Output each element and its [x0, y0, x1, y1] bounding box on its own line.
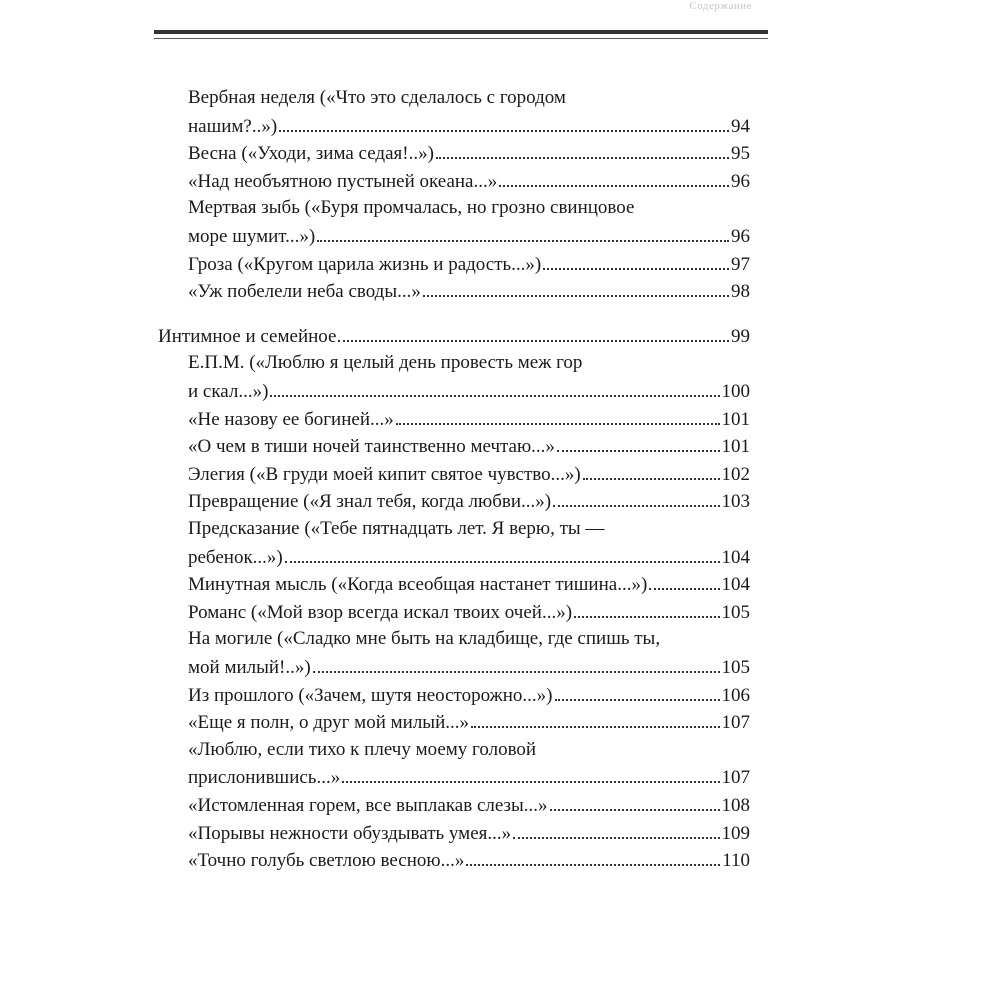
toc-entry-title: нашим?..»): [188, 116, 278, 137]
toc-entry-title-line: «Люблю, если тихо к плечу моему головой: [188, 739, 537, 760]
page-number: 110: [722, 850, 750, 871]
dot-leader: [436, 138, 729, 159]
page-number: 104: [721, 547, 750, 568]
page-number: 100: [721, 381, 750, 402]
toc-entry-row: [188, 459, 750, 489]
toc-entry-title-line: Предсказание («Тебе пятнадцать лет. Я верю, ты —: [188, 518, 605, 539]
toc-entry-row: [188, 221, 750, 251]
toc-entry-title: море шумит...»): [188, 226, 316, 247]
toc-entry-row: [188, 569, 750, 599]
dot-leader: [313, 652, 720, 673]
toc-entry-row: [188, 845, 750, 875]
dot-leader: [543, 249, 729, 270]
page-number: 105: [721, 657, 750, 678]
dot-leader: [471, 707, 720, 728]
toc-entry-title: прислонившись...»: [188, 767, 341, 788]
toc-entry-title: «Не назову ее богиней...»: [188, 409, 394, 430]
toc-entry-row: [188, 652, 750, 682]
page-number: 107: [721, 712, 750, 733]
toc-entry-title: «Порывы нежности обуздывать умея...»: [188, 823, 512, 844]
dot-leader: [583, 459, 720, 480]
dot-leader: [574, 597, 719, 618]
dot-leader: [285, 542, 720, 563]
page-number: 98: [731, 281, 750, 302]
toc-entry-row: [188, 404, 750, 434]
toc-entry-row: [188, 762, 750, 792]
dot-leader: [342, 762, 719, 783]
dot-leader: [317, 221, 729, 242]
toc-entry-row: [188, 597, 750, 627]
page-number: 101: [721, 409, 750, 430]
toc-entry-row: [158, 321, 750, 351]
page-number: 101: [721, 436, 750, 457]
toc-entry-title: Элегия («В груди моей кипит святое чувство...»): [188, 464, 581, 485]
toc-entry-title-line: Е.П.М. («Люблю я целый день провесть меж гор: [188, 352, 583, 373]
page-number: 95: [731, 143, 750, 164]
dot-leader: [423, 276, 729, 297]
toc-entry-row: [188, 138, 750, 168]
toc-entry-title: «Над необъятною пустыней океана...»: [188, 171, 498, 192]
toc-entry-title: «Еще я полн, о друг мой милый...»: [188, 712, 469, 733]
toc-entry-title: Минутная мысль («Когда всеобщая настанет тишина...»): [188, 574, 648, 595]
toc-entry-title: «Истомленная горем, все выплакав слезы...»: [188, 795, 548, 816]
toc-entry-title: Превращение («Я знал тебя, когда любви...»): [188, 491, 552, 512]
page-number: 96: [731, 171, 750, 192]
page-number: 97: [731, 254, 750, 275]
dot-leader: [553, 486, 719, 507]
dot-leader: [550, 790, 720, 811]
toc-entry-row: [188, 818, 750, 848]
toc-entry-title: Интимное и семейное: [158, 326, 337, 347]
toc-entry-title: «Уж побелели неба своды...»: [188, 281, 421, 302]
toc-entry-title: и скал...»): [188, 381, 269, 402]
toc-entry-title: Весна («Уходи, зима седая!..»): [188, 143, 434, 164]
page-number: 103: [721, 491, 750, 512]
toc-entry-row: [188, 680, 750, 710]
dot-leader: [499, 166, 729, 187]
toc-entry-row: [188, 542, 750, 572]
toc-entry-row: [188, 249, 750, 279]
toc-entry-title: мой милый!..»): [188, 657, 311, 678]
page-number: 94: [731, 116, 750, 137]
toc-entry-row: [188, 431, 750, 461]
running-head: Содержание: [689, 0, 752, 12]
toc-entry-title: Из прошлого («Зачем, шутя неосторожно...»): [188, 685, 553, 706]
page-number: 105: [721, 602, 750, 623]
toc-entry-row: [188, 707, 750, 737]
toc-entry-title: ребенок...»): [188, 547, 283, 568]
dot-leader: [396, 404, 720, 425]
toc-entry-title: «Точно голубь светлою весною...»: [188, 850, 465, 871]
page-number: 96: [731, 226, 750, 247]
toc-entry-title: Романс («Мой взор всегда искал твоих очей...»): [188, 602, 573, 623]
page-number: 106: [721, 685, 750, 706]
page-number: 102: [721, 464, 750, 485]
toc-entry-row: [188, 111, 750, 141]
page-number: 109: [721, 823, 750, 844]
dot-leader: [649, 569, 719, 590]
toc-entry-title-line: Мертвая зыбь («Буря промчалась, но грозно свинцовое: [188, 197, 635, 218]
dot-leader: [466, 845, 720, 866]
toc-entry-title: Гроза («Кругом царила жизнь и радость...»): [188, 254, 542, 275]
toc-entry-row: [188, 486, 750, 516]
dot-leader: [513, 818, 719, 839]
dot-leader: [555, 680, 720, 701]
toc-entry-title-line: На могиле («Сладко мне быть на кладбище, где спишь ты,: [188, 628, 661, 649]
toc-entry-row: [188, 790, 750, 820]
dot-leader: [279, 111, 729, 132]
toc-entry-title-line: Вербная неделя («Что это сделалось с городом: [188, 87, 566, 108]
page-number: 99: [731, 326, 750, 347]
page-number: 107: [721, 767, 750, 788]
page-number: 108: [721, 795, 750, 816]
dot-leader: [270, 376, 719, 397]
toc-entry-title: «О чем в тиши ночей таинственно мечтаю...»: [188, 436, 555, 457]
toc-entry-row: [188, 376, 750, 406]
dot-leader: [338, 321, 729, 342]
page-number: 104: [721, 574, 750, 595]
toc-entry-row: [188, 166, 750, 196]
toc-entry-row: [188, 276, 750, 306]
dot-leader: [557, 431, 720, 452]
